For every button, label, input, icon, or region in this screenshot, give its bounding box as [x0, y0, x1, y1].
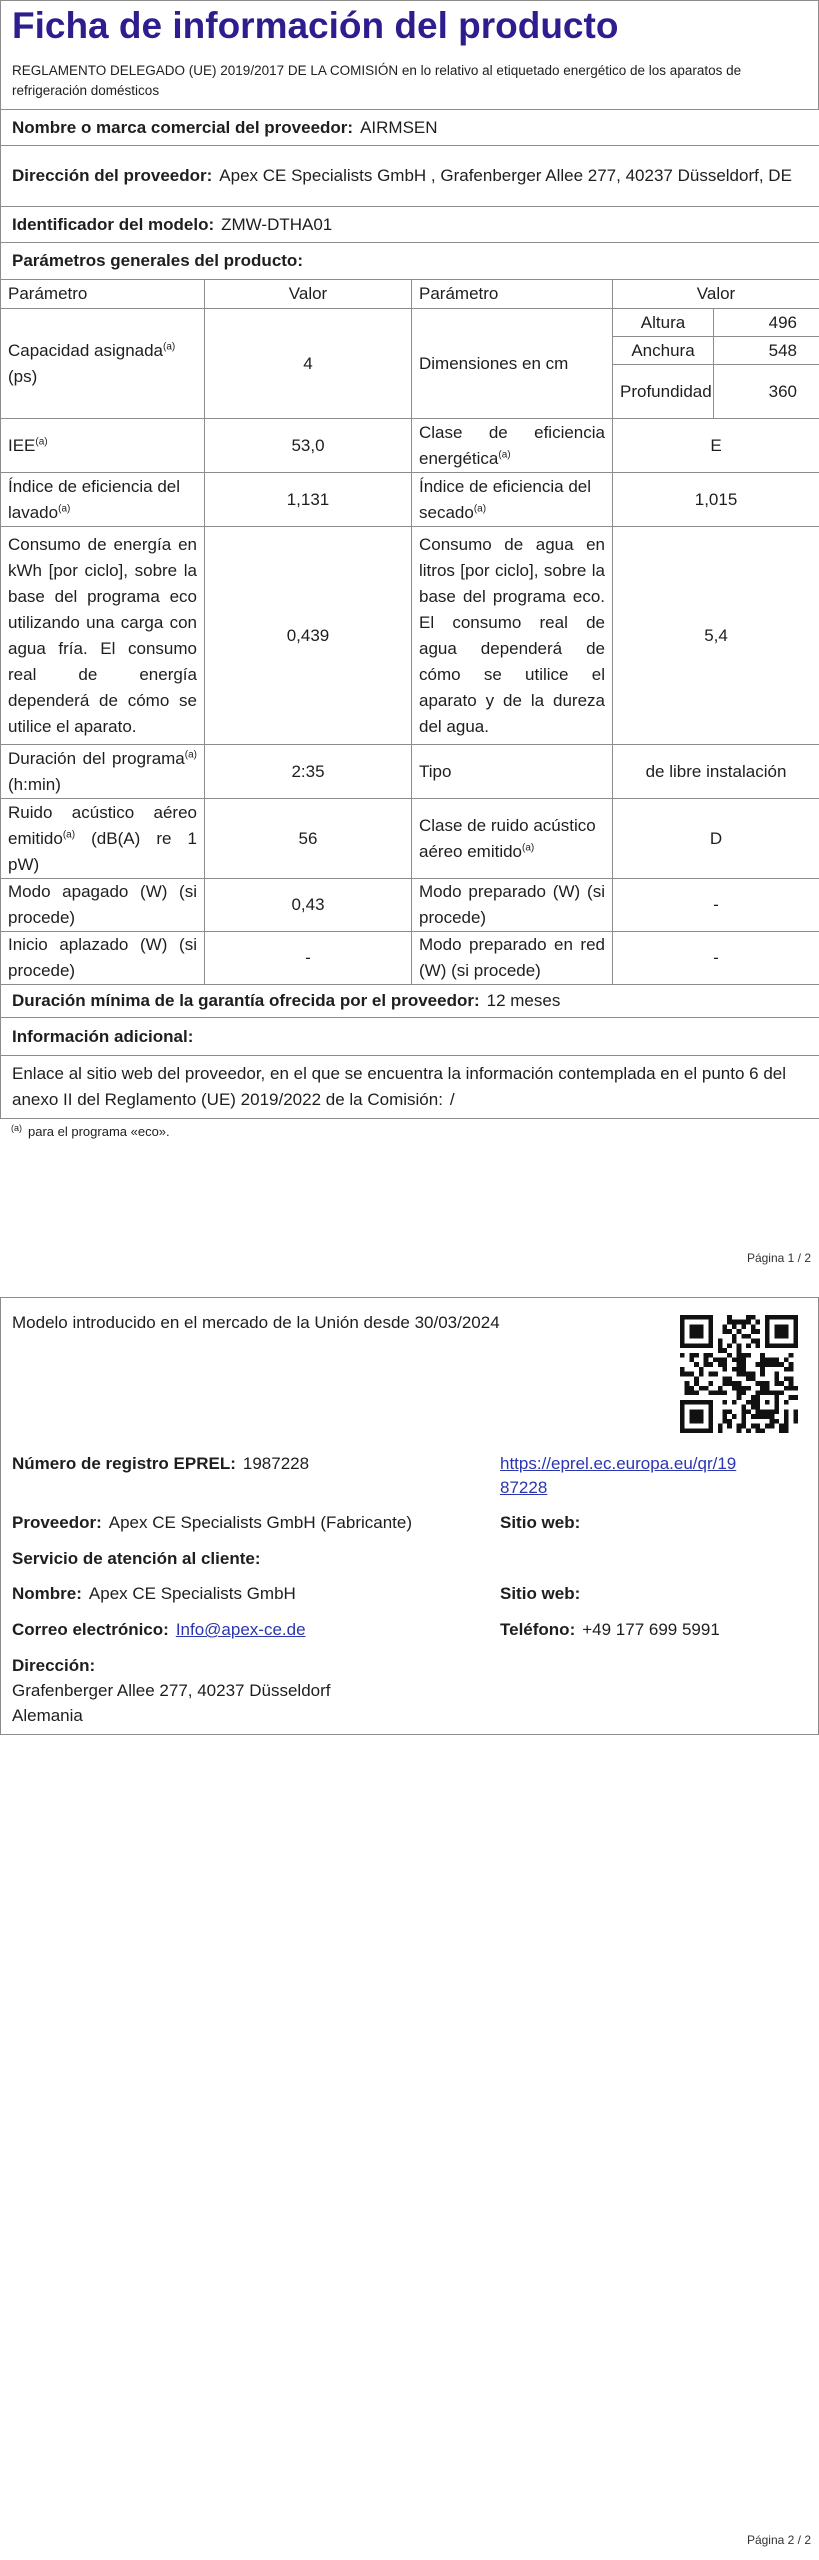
off-mode-value: 0,43 — [205, 879, 412, 932]
eprel-value: 1987228 — [242, 1454, 310, 1473]
supplier-address-cell — [1, 146, 819, 207]
footnote-ref: (a) — [58, 502, 71, 514]
params-header-row — [1, 280, 819, 309]
additional-info-row — [1, 1018, 819, 1056]
page-title: Ficha de información del producto — [12, 5, 619, 46]
noise-class-label: Clase de ruido acústico aéreo emitido — [419, 815, 596, 861]
dimensions-label: Dimensiones en cm — [412, 309, 613, 419]
eei-label: IEE — [8, 435, 36, 455]
dimension-depth-value: 360 — [714, 365, 819, 419]
header-param-1: Parámetro — [1, 280, 205, 309]
noise-row — [1, 799, 819, 879]
website-link-label: Enlace al sitio web del proveedor, en el que se encuentra la información contemplada en el punto 6 del anexo II del Reglamento (UE) 2019/2022 de la Comisión: — [12, 1064, 787, 1109]
water-consumption-label: Consumo de agua en litros [por ciclo], sobre la base del programa eco. El consumo real de agua dependerá de cómo se utilice el aparato y de la dureza del agua. — [412, 527, 613, 745]
regulation-subtitle: REGLAMENTO DELEGADO (UE) 2019/2017 DE LA COMISIÓN en lo relativo al etiquetado energético de los aparatos de refrigeración domésticos — [12, 63, 742, 98]
efficiency-index-row — [1, 473, 819, 527]
energy-consumption-value: 0,439 — [205, 527, 412, 745]
dimension-width-label: Anchura — [613, 337, 714, 365]
noise-label-cell — [1, 799, 205, 879]
noise-value: 56 — [205, 799, 412, 879]
additional-info-label: Información adicional: — [12, 1026, 194, 1046]
energy-class-label: Clase de eficiencia energética — [419, 422, 605, 468]
additional-info-cell — [1, 1018, 819, 1056]
page-1 — [0, 0, 819, 1142]
page-number-1: Página 1 / 2 — [746, 1251, 811, 1265]
capacity-label-cell — [1, 309, 205, 419]
supplier-address-row — [1, 146, 819, 207]
footnote-ref: (a) — [35, 435, 48, 447]
page-2 — [0, 1297, 819, 1735]
consumption-row — [1, 527, 819, 745]
footnote-ref: (a) — [473, 502, 487, 514]
noise-class-label-cell — [412, 799, 613, 879]
eprel-row — [12, 1451, 309, 1477]
delay-start-label: Inicio aplazado (W) (si procede) — [1, 932, 205, 985]
standby-mode-label: Modo preparado (W) (si procede) — [412, 879, 613, 932]
water-consumption-value: 5,4 — [613, 527, 819, 745]
standby-mode-value: - — [613, 879, 819, 932]
params-heading-cell — [1, 243, 819, 280]
provider-row — [12, 1510, 412, 1536]
footnote-ref: (a) — [184, 748, 197, 760]
header-value-2: Valor — [613, 280, 819, 309]
cs-name-value: Apex CE Specialists GmbH — [88, 1584, 296, 1603]
footnote-text: para el programa «eco». — [28, 1124, 170, 1139]
footnote-ref: (a) — [62, 828, 76, 840]
duration-unit: (h:min) — [8, 774, 61, 794]
params-heading: Parámetros generales del producto: — [12, 251, 303, 270]
phone-row — [500, 1617, 720, 1643]
address-line-2: Alemania — [12, 1706, 83, 1725]
dimension-depth-label: Profundidad — [613, 365, 714, 419]
noise-unit: (dB(A) re 1 pW) — [8, 828, 197, 874]
capacity-row — [1, 309, 819, 337]
off-mode-row — [1, 879, 819, 932]
website-link-cell — [1, 1056, 819, 1119]
delay-start-value: - — [205, 932, 412, 985]
capacity-unit: (ps) — [8, 366, 38, 386]
dimension-height-label: Altura — [613, 309, 714, 337]
model-id-row — [1, 207, 819, 243]
drying-index-label: Índice de eficiencia del secado — [419, 476, 592, 522]
cs-name-row — [12, 1581, 296, 1607]
provider-value: Apex CE Specialists GmbH (Fabricante) — [108, 1513, 413, 1532]
product-info-table — [0, 109, 819, 1119]
noise-label: Ruido acústico aéreo emitido — [8, 802, 197, 848]
eei-label-cell — [1, 419, 205, 473]
energy-consumption-label: Consumo de energía en kWh [por ciclo], sobre la base del programa eco utilizando una carga con agua fría. El consumo real de energía dependerá de cómo se utilice el aparato. — [1, 527, 205, 745]
address-label: Dirección: — [12, 1656, 96, 1675]
website-link-value: / — [449, 1090, 455, 1109]
model-id-label: Identificador del modelo: — [12, 214, 215, 234]
delay-start-row — [1, 932, 819, 985]
washing-index-value: 1,131 — [205, 473, 412, 527]
header-param-2: Parámetro — [412, 280, 613, 309]
warranty-row — [1, 985, 819, 1018]
phone-value: +49 177 699 5991 — [582, 1620, 720, 1639]
address-line-1: Grafenberger Allee 277, 40237 Düsseldorf — [12, 1681, 331, 1700]
provider-website-label: Sitio web: — [500, 1513, 581, 1532]
networked-standby-value: - — [613, 932, 819, 985]
warranty-value: 12 meses — [486, 991, 561, 1010]
cs-website-label: Sitio web: — [500, 1584, 581, 1603]
washing-index-label: Índice de eficiencia del lavado — [8, 476, 181, 522]
market-date-text: Modelo introducido en el mercado de la Unión desde 30/03/2024 — [12, 1313, 500, 1332]
phone-label: Teléfono: — [500, 1620, 576, 1639]
footnote-ref: (a) — [522, 841, 535, 853]
footnote-ref: (a) — [163, 340, 176, 352]
warranty-label: Duración mínima de la garantía ofrecida por el proveedor: — [12, 991, 480, 1010]
duration-value: 2:35 — [205, 745, 412, 799]
networked-standby-label: Modo preparado en red (W) (si procede) — [412, 932, 613, 985]
email-row — [12, 1617, 306, 1643]
dimension-width-value: 548 — [714, 337, 819, 365]
footnote-ref: (a) — [498, 448, 511, 460]
eprel-link[interactable]: https://eprel.ec.europa.eu/qr/1987228 — [500, 1454, 737, 1497]
customer-service-heading: Servicio de atención al cliente: — [12, 1549, 261, 1568]
noise-class-value: D — [613, 799, 819, 879]
drying-index-label-cell — [412, 473, 613, 527]
website-link-row — [1, 1056, 819, 1119]
duration-label-cell — [1, 745, 205, 799]
eei-value: 53,0 — [205, 419, 412, 473]
supplier-name-label: Nombre o marca comercial del proveedor: — [12, 117, 354, 137]
supplier-address-value: Apex CE Specialists GmbH , Grafenberger Allee 277, 40237 Düsseldorf, DE — [219, 166, 792, 185]
cs-name-label: Nombre: — [12, 1584, 82, 1603]
eei-row — [1, 419, 819, 473]
params-heading-row — [1, 243, 819, 280]
header-value-1: Valor — [205, 280, 412, 309]
capacity-label: Capacidad asignada — [8, 340, 164, 360]
off-mode-label: Modo apagado (W) (si procede) — [1, 879, 205, 932]
eprel-label: Número de registro EPREL: — [12, 1454, 236, 1473]
page-number-2: Página 2 / 2 — [746, 2533, 811, 2547]
footnote — [0, 1122, 819, 1142]
energy-class-value: E — [613, 419, 819, 473]
supplier-address-label: Dirección del proveedor: — [12, 166, 213, 185]
capacity-value: 4 — [205, 309, 412, 419]
email-label: Correo electrónico: — [12, 1620, 169, 1639]
duration-label: Duración del programa — [8, 748, 185, 768]
drying-index-value: 1,015 — [613, 473, 819, 527]
energy-class-label-cell — [412, 419, 613, 473]
footnote-marker: (a) — [11, 1122, 22, 1133]
email-link[interactable]: Info@apex-ce.de — [175, 1620, 306, 1639]
supplier-name-cell — [1, 110, 819, 146]
model-id-value: ZMW-DTHA01 — [221, 214, 333, 234]
title-block — [0, 0, 819, 109]
dimension-height-value: 496 — [714, 309, 819, 337]
supplier-name-value: AIRMSEN — [360, 117, 438, 137]
washing-index-label-cell — [1, 473, 205, 527]
type-label: Tipo — [412, 745, 613, 799]
provider-label: Proveedor: — [12, 1513, 102, 1532]
supplier-name-row — [1, 110, 819, 146]
model-id-cell — [1, 207, 819, 243]
type-value: de libre instalación — [613, 745, 819, 799]
duration-row — [1, 745, 819, 799]
warranty-cell — [1, 985, 819, 1018]
qr-code — [680, 1315, 798, 1433]
